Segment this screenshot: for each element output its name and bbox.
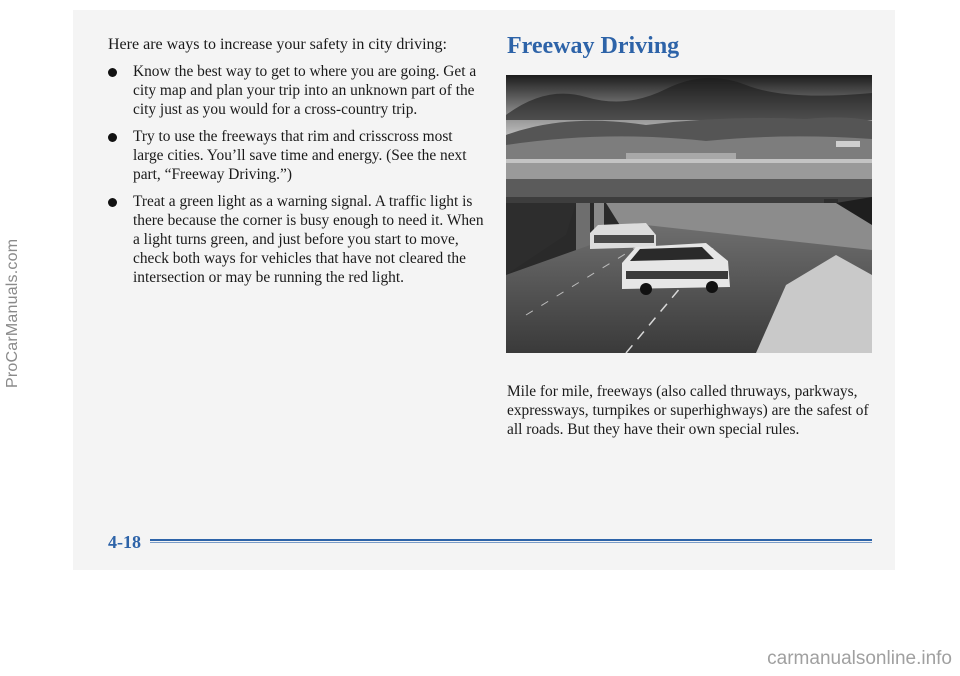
bullet-icon xyxy=(108,198,117,207)
footer-rule-line xyxy=(150,539,872,541)
intro-text: Here are ways to increase your safety in city driving: xyxy=(108,36,447,53)
bullet-item-freeways xyxy=(84,127,484,184)
bullet-text: Try to use the freeways that rim and crisscross most large cities. You’ll save time and energy. (See the next part, “Freeway Driving.”) xyxy=(133,128,467,183)
bottom-watermark: carmanualsonline.info xyxy=(767,648,952,669)
bullet-icon xyxy=(108,68,117,77)
section-heading: Freeway Driving xyxy=(507,33,680,59)
footer-rule xyxy=(150,539,872,543)
bullet-text: Know the best way to get to where you are going. Get a city map and plan your trip into an unknown part of the city just as you would for a cross-country trip. xyxy=(133,63,477,118)
side-watermark: ProCarManuals.com xyxy=(4,238,21,388)
bullet-text: Treat a green light as a warning signal. A traffic light is there because the corner is busy enough to need it. When a light turns green, and just before you start to move, check both ways for vehicles that have not cleared the intersection or may be running the red light. xyxy=(133,193,484,286)
page-number: 4-18 xyxy=(108,532,141,552)
bullet-item-green-light xyxy=(84,192,484,287)
bullet-item-map xyxy=(84,62,484,119)
section-body: Mile for mile, freeways (also called thruways, parkways, expressways, turnpikes or superhighways) are the safest of all roads. But they have their own special rules. xyxy=(507,383,869,438)
bullet-icon xyxy=(108,133,117,142)
footer-rule-underline xyxy=(150,542,872,543)
freeway-illustration xyxy=(506,75,872,353)
safety-tips-list xyxy=(84,62,484,295)
